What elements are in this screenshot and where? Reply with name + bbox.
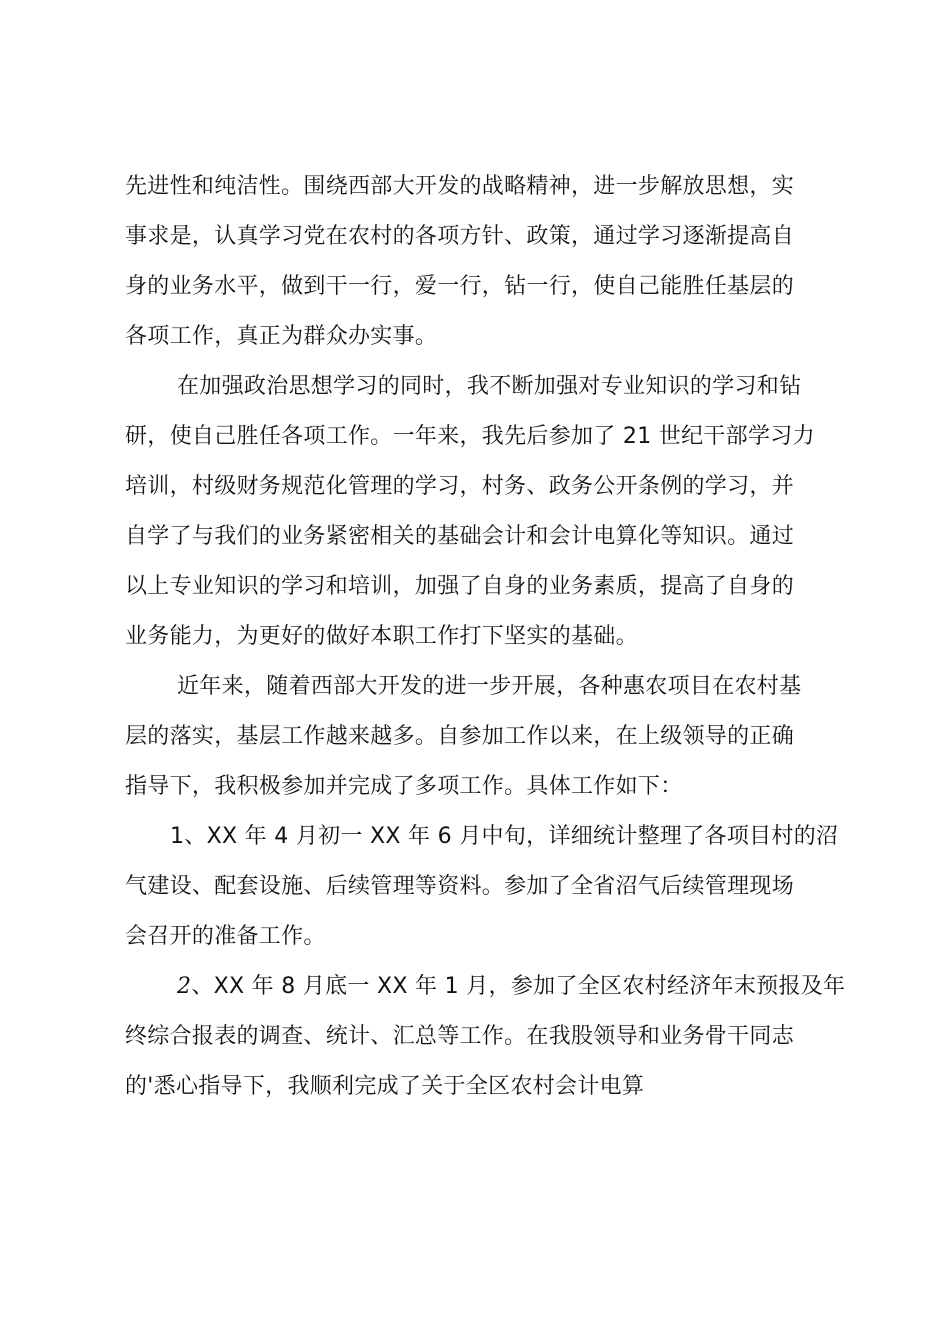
paragraph-3-line-3: 指导下，我积极参加并完成了多项工作。具体工作如下： [125,774,683,799]
paragraph-4-line-1: 1、XX 年 4 月初一 XX 年 6 月中旬，详细统计整理了各项目村的沼 [170,824,839,849]
paragraph-4-line-3: 会召开的准备工作。 [125,924,326,949]
paragraph-3-line-2: 层的落实，基层工作越来越多。自参加工作以来，在上级领导的正确 [125,724,795,749]
paragraph-5-line-1-text: 、XX 年 8 月底一 XX 年 1 月，参加了全区农村经济年末预报及年 [191,974,846,999]
paragraph-2-line-2: 研，使自己胜任各项工作。一年来，我先后参加了 21 世纪干部学习力 [125,424,815,449]
paragraph-1-line-4: 各项工作，真正为群众办实事。 [125,324,438,349]
paragraph-5-line-2: 终综合报表的调查、统计、汇总等工作。在我股领导和业务骨干同志 [125,1024,795,1049]
paragraph-2-line-5: 以上专业知识的学习和培训，加强了自身的业务素质，提高了自身的 [125,574,795,599]
item-number: 2 [177,974,192,999]
paragraph-1-line-3: 身的业务水平，做到干一行，爱一行，钻一行，使自己能胜任基层的 [125,274,795,299]
paragraph-2-line-4: 自学了与我们的业务紧密相关的基础会计和会计电算化等知识。通过 [125,524,795,549]
paragraph-4-line-2: 气建设、配套设施、后续管理等资料。参加了全省沼气后续管理现场 [125,874,795,899]
paragraph-3-line-1: 近年来，随着西部大开发的进一步开展，各种惠农项目在农村基 [177,674,802,699]
paragraph-1-line-2: 事求是，认真学习党在农村的各项方针、政策，通过学习逐渐提高自 [125,224,795,249]
paragraph-2-line-6: 业务能力，为更好的做好本职工作打下坚实的基础。 [125,624,638,649]
paragraph-5-line-3: 的'悉心指导下，我顺利完成了关于全区农村会计电算 [125,1074,645,1099]
paragraph-1-line-1: 先进性和纯洁性。围绕西部大开发的战略精神，进一步解放思想，实 [125,174,795,199]
paragraph-2-line-1: 在加强政治思想学习的同时，我不断加强对专业知识的学习和钻 [177,374,802,399]
paragraph-2-line-3: 培训，村级财务规范化管理的学习，村务、政务公开条例的学习，并 [125,474,795,499]
paragraph-5-line-1 [177,972,845,1002]
